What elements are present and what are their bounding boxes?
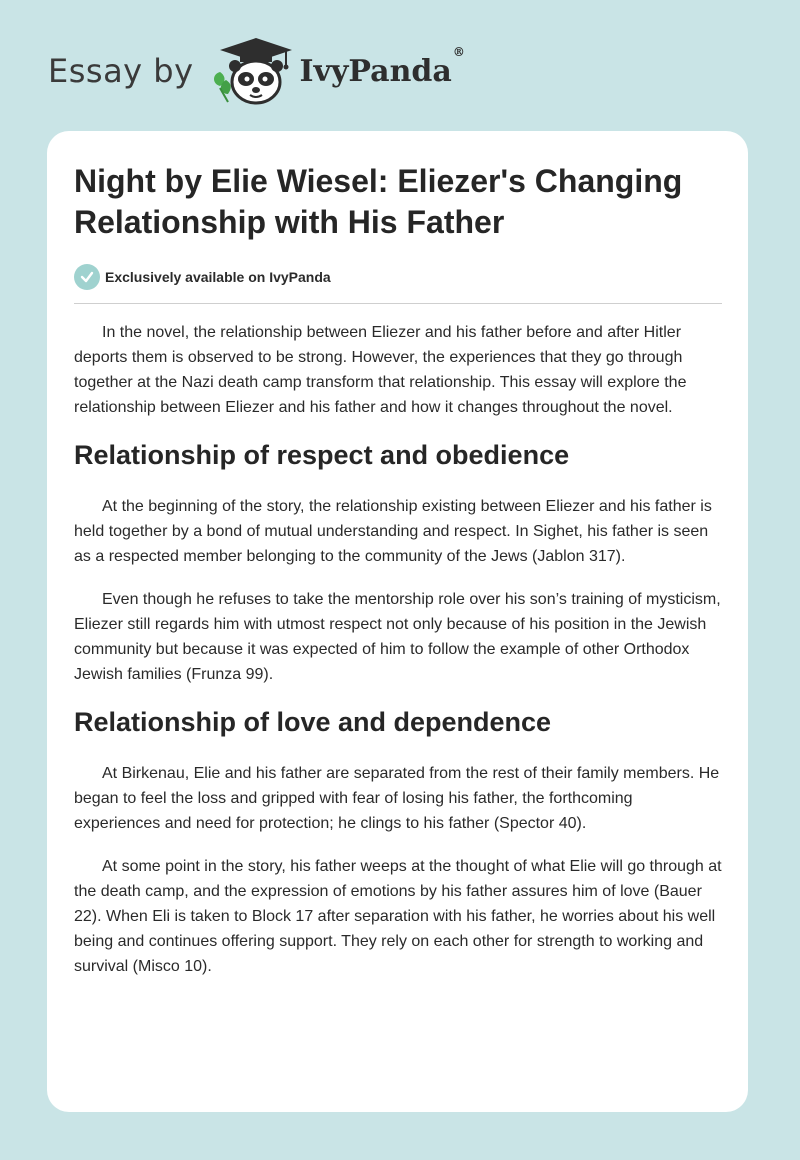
leaf-icon (214, 72, 231, 102)
paragraph: At the beginning of the story, the relationship existing between Eliezer and his father is held together by a bond of mutual understanding and respect. In Sighet, his father is seen as a respected member belonging to the community of the Jews (Jablon 317). (74, 498, 712, 565)
section-heading-love: Relationship of love and dependence (74, 707, 552, 737)
paragraph: Even though he refuses to take the mentorship role over his son’s training of mysticism, Eliezer still regards him with utmost respect not only because of his position in the Jewish community but because it was expected of him to follow the example of other Orthodox Jewish families (Frunza 99). (74, 591, 721, 683)
check-badge-icon (74, 264, 100, 290)
section-heading-respect: Relationship of respect and obedience (74, 440, 570, 470)
exclusive-label: Exclusively available on IvyPanda (105, 269, 331, 285)
exclusive-notice (74, 264, 722, 290)
registered-mark: ® (452, 44, 465, 59)
essay-content (74, 161, 722, 997)
panda-graduate-logo-icon[interactable] (206, 36, 296, 106)
essay-by-label: Essay by (48, 52, 194, 90)
brand-name[interactable] (299, 44, 465, 89)
paragraph: At some point in the story, his father weeps at the thought of what Elie will go through at the death camp, and the expression of emotions by his father assures him of love (Bauer 22). When Eli is taken to Block 17 after separation with his father, he worries about his well being and continues offering support. They rely on each other for strength to working and survival (Misco 10). (74, 858, 722, 975)
brand-label: IvyPanda (299, 53, 452, 89)
essay-card (47, 131, 748, 1112)
paragraph: At Birkenau, Elie and his father are separated from the rest of their family members. He began to feel the loss and gripped with fear of losing his father, the forthcoming experiences and need for protection; he clings to his father (Spector 40). (74, 765, 720, 832)
intro-paragraph: In the novel, the relationship between Eliezer and his father before and after Hitler deports them is observed to be strong. However, the experiences that they go through together at the Nazi death camp transform that relationship. This essay will explore the relationship between Eliezer and his father and how it changes throughout the novel. (74, 324, 687, 416)
site-header (48, 36, 465, 106)
divider (74, 303, 722, 304)
essay-title: Night by Elie Wiesel: Eliezer's Changing Relationship with His Father (74, 163, 683, 240)
